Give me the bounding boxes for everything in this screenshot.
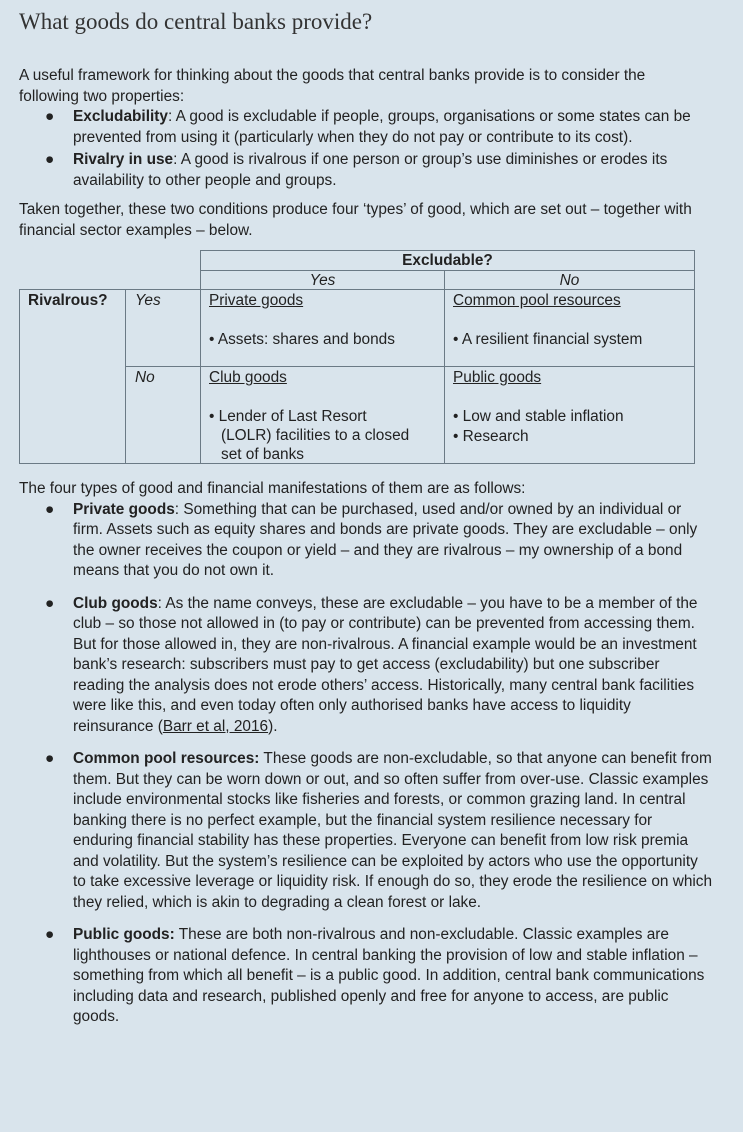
common-pool-title: Common pool resources: [453, 292, 621, 309]
common-pool-item: • A resilient financial system: [453, 331, 643, 348]
term: Public goods:: [73, 926, 175, 943]
rival-yes-cell: [125, 289, 201, 367]
properties-list: [19, 107, 743, 191]
club-goods-item-3: set of banks: [221, 446, 304, 463]
definition: These are both non-rivalrous and non-excludable. Classic examples are lighthouses or national defence. In central banking the provision of low and stable inflation – something from which all benefit – is a public good. In addition, central bank communications including data and research, published openly and free for anyone to access, are public goods.: [73, 926, 705, 1025]
club-goods-title: Club goods: [209, 369, 287, 386]
no-header: No: [559, 272, 580, 289]
no-header-cell: [444, 270, 695, 290]
private-goods-item: • Assets: shares and bonds: [209, 331, 395, 348]
list-item: [19, 925, 713, 1028]
yes-header: Yes: [309, 272, 336, 289]
public-goods-item-1: • Low and stable inflation: [453, 408, 624, 425]
common-pool-cell: [444, 289, 695, 367]
public-goods-item-2: • Research: [453, 428, 529, 445]
term: Common pool resources:: [73, 750, 260, 767]
intro-paragraph: A useful framework for thinking about the goods that central banks provide is to consider the following two properties:: [19, 67, 646, 105]
bullet-icon: ●: [45, 926, 55, 943]
definition-tail: ).: [268, 717, 278, 735]
page-title: What goods do central banks provide?: [19, 9, 373, 34]
definition: : Something that can be purchased, used and/or owned by an individual or firm. Assets such as equity shares and bonds are private goods. They are excludable – only the owner receives the coupon or yield – and they are rivalrous – my ownership of a bond means that you do not own it.: [73, 500, 698, 579]
definition: : As the name conveys, these are excludable – you have to be a member of the club – so those not allowed in (to pay or contribute) can be prevented from accessing them. But for those allowed in, they are non-rivalrous. A financial example would be an investment bank’s research: subscribers must pay to get access (excludability) but one subscriber reading the analysis does not erode others’ access. Historically, many central bank facilities were like this, and even today often only authorised banks have access to liquidity reinsurance (: [73, 594, 698, 735]
yes-header-cell: [200, 270, 445, 290]
public-goods-title: Public goods: [453, 369, 542, 386]
rival-yes-label: Yes: [135, 292, 161, 309]
list-item: [19, 594, 713, 738]
private-goods-title: Private goods: [209, 292, 304, 309]
club-goods-cell: [200, 366, 445, 464]
taken-together-paragraph: Taken together, these two conditions produce four ‘types’ of good, which are set out – together with financial sector examples – below.: [19, 201, 692, 239]
bullet-icon: ●: [45, 594, 55, 612]
definition: : A good is excludable if people, groups, organisations or some states can be prevented from using it (particularly when they do not pay or contribute to its cost).: [73, 108, 691, 146]
public-goods-cell: [444, 366, 695, 464]
bullet-icon: ●: [45, 108, 55, 125]
rival-no-cell: [125, 366, 201, 464]
term: Rivalry in use: [73, 151, 174, 168]
excludable-header: Excludable?: [402, 252, 493, 269]
term: Excludability: [73, 108, 168, 125]
bullet-icon: ●: [45, 500, 55, 518]
definition: : A good is rivalrous if one person or group’s use diminishes or erodes its availability to other people and groups.: [73, 151, 668, 189]
list-item: [19, 500, 713, 582]
club-goods-item-2: (LOLR) facilities to a closed: [221, 427, 410, 444]
types-list: [19, 500, 743, 1028]
rival-no-label: No: [135, 369, 155, 386]
list-item: [19, 107, 713, 148]
citation-link[interactable]: Barr et al, 2016: [162, 717, 269, 735]
definition: These goods are non-excludable, so that anyone can benefit from them. But they can be worn down or out, and so often suffer from over-use. Classic examples include environmental stocks like fisheries and forests, or common grazing land. In central banking there is no perfect example, but the financial system resilience necessary for enduring financial stability has these properties. Everyone can benefit from low risk premia and volatility. But the system’s resilience can be exploited by actors who use the opportunity to take excessive leverage or liquidity risk. If enough do so, they erode the resilience on which they relied, which is akin to degrading a clean forest or lake.: [73, 750, 713, 911]
bullet-icon: ●: [45, 750, 55, 767]
rivalrous-header: Rivalrous?: [28, 292, 108, 309]
goods-table: [19, 250, 696, 466]
list-item: [19, 749, 713, 913]
private-goods-cell: [200, 289, 445, 367]
excludable-header-cell: [200, 250, 695, 271]
club-goods-item-1: • Lender of Last Resort: [209, 408, 367, 425]
bullet-icon: ●: [45, 151, 55, 168]
types-intro-paragraph: The four types of good and financial manifestations of them are as follows:: [19, 480, 526, 497]
rivalrous-header-cell: [19, 289, 126, 464]
list-item: [19, 150, 713, 191]
term: Club goods: [73, 594, 158, 612]
term: Private goods: [73, 500, 175, 518]
